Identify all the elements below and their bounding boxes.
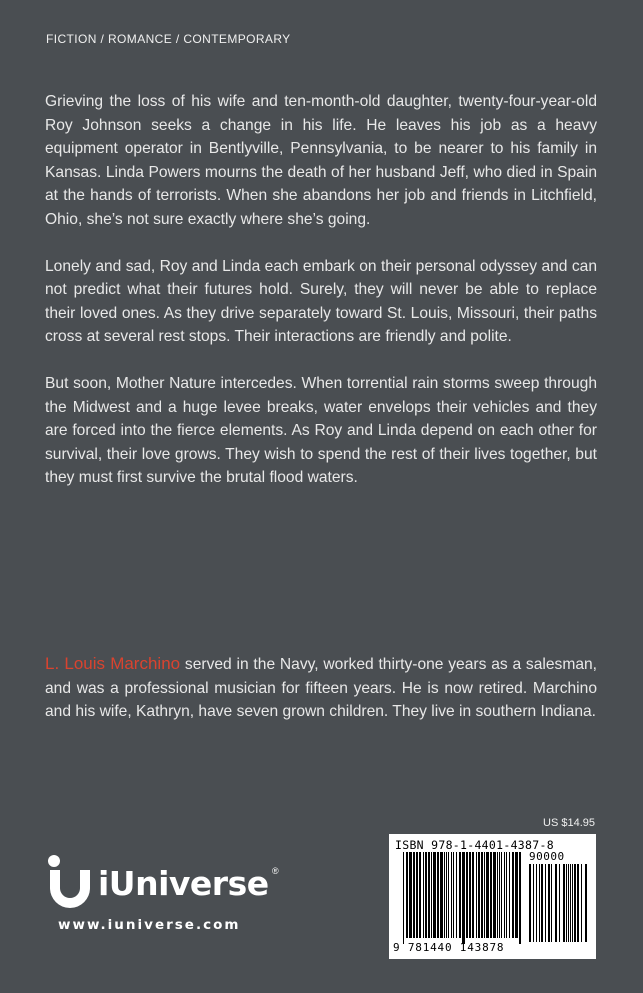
barcode-bar — [444, 852, 445, 938]
barcode-bar — [406, 852, 408, 938]
book-description — [45, 90, 597, 513]
barcode-bar — [428, 852, 430, 938]
author-name: L. Louis Marchino — [45, 654, 181, 673]
barcode-bar — [456, 852, 457, 938]
genre-label: FICTION / ROMANCE / CONTEMPORARY — [46, 32, 291, 46]
barcode-bar — [559, 864, 560, 942]
barcode-bar — [481, 852, 483, 938]
barcode-bar — [555, 864, 557, 942]
barcode-bar — [493, 852, 496, 938]
blurb-paragraph: Grieving the loss of his wife and ten-month-old daughter, twenty-four-year-old Roy Johnson seeks a change in his life. He leaves his job as a heavy equipment operator in Bentlyville, Pennsylvania, to be nearer to his family in Kansas. Linda Powers mourns the death of her husband Jeff, who died in Spain at the hands of terrorists. When she abandons her job and friends in Litchfield, Ohio, she’s not sure exactly where she’s going. — [45, 93, 597, 228]
barcode-bar — [446, 852, 447, 938]
barcode-bar — [585, 864, 587, 942]
barcode-bar — [416, 852, 418, 938]
barcode-bar — [433, 852, 436, 938]
barcode-bar — [533, 864, 534, 942]
barcode-bar — [512, 852, 514, 938]
barcode-bar — [501, 852, 502, 938]
barcode-bar — [484, 852, 485, 938]
barcode-bar — [419, 852, 421, 938]
barcode-bar — [548, 864, 550, 942]
barcode-bar — [515, 852, 518, 938]
isbn-number: ISBN 978-1-4401-4387-8 — [395, 838, 554, 852]
price-label: US $14.95 — [543, 817, 595, 829]
barcode-bar — [509, 852, 510, 938]
barcode-bar — [462, 852, 465, 944]
barcode-bar — [572, 864, 573, 942]
registered-mark: ® — [272, 866, 279, 876]
barcode-bar — [453, 852, 454, 938]
barcode-bar — [448, 852, 449, 938]
barcode-bar — [545, 864, 546, 942]
barcode-bar — [403, 852, 404, 944]
barcode-bar — [536, 864, 537, 942]
barcode-bar — [486, 852, 489, 938]
ean-number: 9 781440 143878 — [393, 941, 505, 954]
blurb-paragraph: Lonely and sad, Roy and Linda each embark on their personal odyssey and can not predict what their futures hold. Surely, they will never be able to replace their loved ones. As they drive separately toward St. Louis, Missouri, their paths cross at several rest stops. Their interactions are friendly and polite. — [45, 257, 597, 346]
barcode-bar — [504, 852, 505, 938]
barcode-bar — [539, 864, 540, 942]
barcode-bar — [413, 852, 415, 938]
barcode-bar — [437, 852, 439, 938]
barcode-bar — [570, 864, 571, 942]
barcode-bar — [459, 852, 461, 938]
barcode-bar — [423, 852, 424, 938]
barcode-bar — [466, 852, 468, 938]
barcode-bar — [425, 852, 427, 938]
barcode-bar — [440, 852, 443, 938]
barcode-bar — [541, 864, 543, 942]
barcode-bar — [581, 864, 582, 942]
barcode-bar — [563, 864, 565, 942]
barcode-bar — [574, 864, 576, 942]
author-bio-text: served in the Navy, worked thirty-one years as a salesman, and was a professional musician for fifteen years. He is now retired. Marchino and his wife, Kathryn, have seven grown children. They live in southern Indiana. — [45, 656, 597, 721]
barcode-bar — [497, 852, 498, 938]
barcode-bar — [476, 852, 477, 938]
price-addon-code: 90000 — [529, 850, 565, 863]
barcode-bar — [409, 852, 412, 938]
barcode-bar — [577, 864, 579, 942]
barcode-bar — [506, 852, 507, 938]
barcode-bar — [551, 864, 552, 942]
iuniverse-logo-icon — [46, 852, 98, 912]
publisher-logo — [46, 852, 286, 912]
publisher-name: iUniverse — [98, 864, 269, 903]
barcode-bar — [566, 864, 567, 942]
barcode-bar — [568, 864, 569, 942]
author-bio — [45, 652, 597, 724]
barcode-bar — [529, 864, 531, 942]
publisher-website: www.iuniverse.com — [58, 917, 241, 933]
barcode-bar — [431, 852, 432, 938]
barcode-bar — [499, 852, 500, 938]
barcode-bar — [490, 852, 492, 938]
barcode-bar — [469, 852, 471, 938]
barcode-bar — [478, 852, 480, 938]
barcode-bar — [519, 852, 521, 944]
barcode-bar — [451, 852, 452, 938]
barcode-bar — [472, 852, 474, 938]
isbn-barcode — [389, 834, 596, 959]
blurb-paragraph: But soon, Mother Nature intercedes. When torrential rain storms sweep through the Midwest and a huge levee breaks, water envelops their vehicles and they are forced into the fierce elements. As Roy and Linda depend on each other for survival, their love grows. They wish to spend the rest of their lives together, but they must first survive the brutal flood waters. — [45, 374, 597, 487]
